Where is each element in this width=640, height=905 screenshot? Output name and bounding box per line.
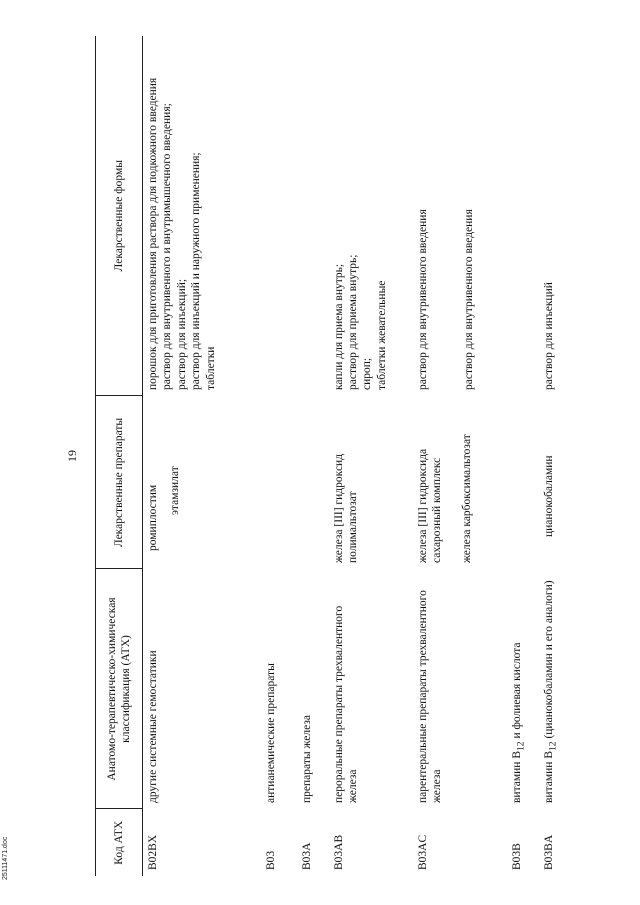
- preparations-cell: [539, 396, 585, 569]
- atc-name: [507, 569, 539, 809]
- atc-name-subscript: 12: [514, 741, 526, 751]
- atc-name-tail: и фолиевая кислота: [510, 642, 523, 742]
- table-row: [539, 36, 585, 876]
- header-preparations: Лекарственные препараты: [96, 396, 143, 569]
- preparation-name: железа [III] гидроксида сахарозный комплекс: [416, 448, 443, 563]
- form-item: раствор для приема внутрь;: [346, 254, 359, 390]
- document-filename: 25111471.doc: [2, 836, 9, 880]
- atc-name-subscript: 12: [546, 741, 558, 751]
- form-item: раствор для внутривенного введения: [416, 209, 429, 390]
- header-forms: Лекарственные формы: [96, 36, 143, 396]
- atc-name: другие системные гемостатики: [147, 650, 159, 803]
- atc-name: препараты железа: [300, 715, 313, 803]
- forms-cell: [329, 36, 413, 396]
- table-row: [507, 36, 539, 876]
- table-row: [261, 36, 297, 876]
- form-item: таблетки жевательные: [375, 280, 388, 390]
- forms-cell: [413, 36, 507, 396]
- form-item: порошок для приготовления раствора для подкожного введения: [147, 77, 159, 390]
- table-row: [297, 36, 329, 876]
- form-item: сироп;: [361, 357, 374, 390]
- rotated-page: [60, 36, 620, 876]
- form-item: раствор для инъекций: [542, 282, 555, 390]
- preparation-name: ромиплостим: [147, 484, 159, 551]
- forms-cell: [143, 36, 261, 396]
- preparation-name: этамзилат: [169, 466, 182, 515]
- form-item: раствор для инъекций и наружного применения;: [190, 152, 203, 390]
- table-header-row: [96, 36, 143, 876]
- preparations-cell: [143, 396, 261, 569]
- header-code: Код АТХ: [96, 809, 143, 876]
- preparations-cell: [329, 396, 413, 569]
- atc-name: [539, 569, 585, 809]
- preparation-name: цианокобаламин: [542, 455, 555, 537]
- form-item: капли для приема внутрь;: [332, 263, 345, 390]
- atc-name: пероральные препараты трехвалентного железа: [332, 605, 359, 803]
- preparation-name: железа [III] гидроксид полимальтозат: [332, 453, 359, 563]
- table-row: [329, 36, 413, 876]
- forms-cell: [539, 36, 585, 396]
- preparation-name: железа карбоксимальтозат: [461, 434, 474, 563]
- atc-name-main: витамин B: [510, 751, 523, 803]
- atc-code: B03B: [510, 843, 523, 870]
- atc-code: B03: [264, 850, 277, 870]
- atc-table: [95, 36, 585, 876]
- form-item: раствор для инъекций;: [175, 278, 188, 390]
- atc-name-tail: (цианокобаламин и его аналоги): [542, 580, 555, 742]
- preparations-cell: [413, 396, 507, 569]
- header-atc: Анатомо-терапевтическо-химическая классификация (АТХ): [96, 569, 143, 809]
- table-row: [413, 36, 507, 876]
- atc-code: B03AC: [416, 834, 429, 870]
- atc-name-main: витамин B: [542, 751, 555, 803]
- form-item: раствор для внутривенного и внутримышечного введения;: [161, 103, 174, 390]
- atc-code: B03AB: [332, 834, 345, 870]
- atc-name: парентеральные препараты трехвалентного железа: [416, 590, 443, 803]
- page-number: 19: [65, 450, 79, 462]
- atc-code: B03BA: [542, 834, 555, 870]
- atc-code: B03A: [300, 842, 313, 870]
- form-item: таблетки: [204, 346, 217, 390]
- table-row: [143, 36, 261, 876]
- atc-name: антианемические препараты: [264, 663, 277, 803]
- form-item: раствор для внутривенного введения: [462, 209, 475, 390]
- atc-code: B02BX: [147, 834, 159, 870]
